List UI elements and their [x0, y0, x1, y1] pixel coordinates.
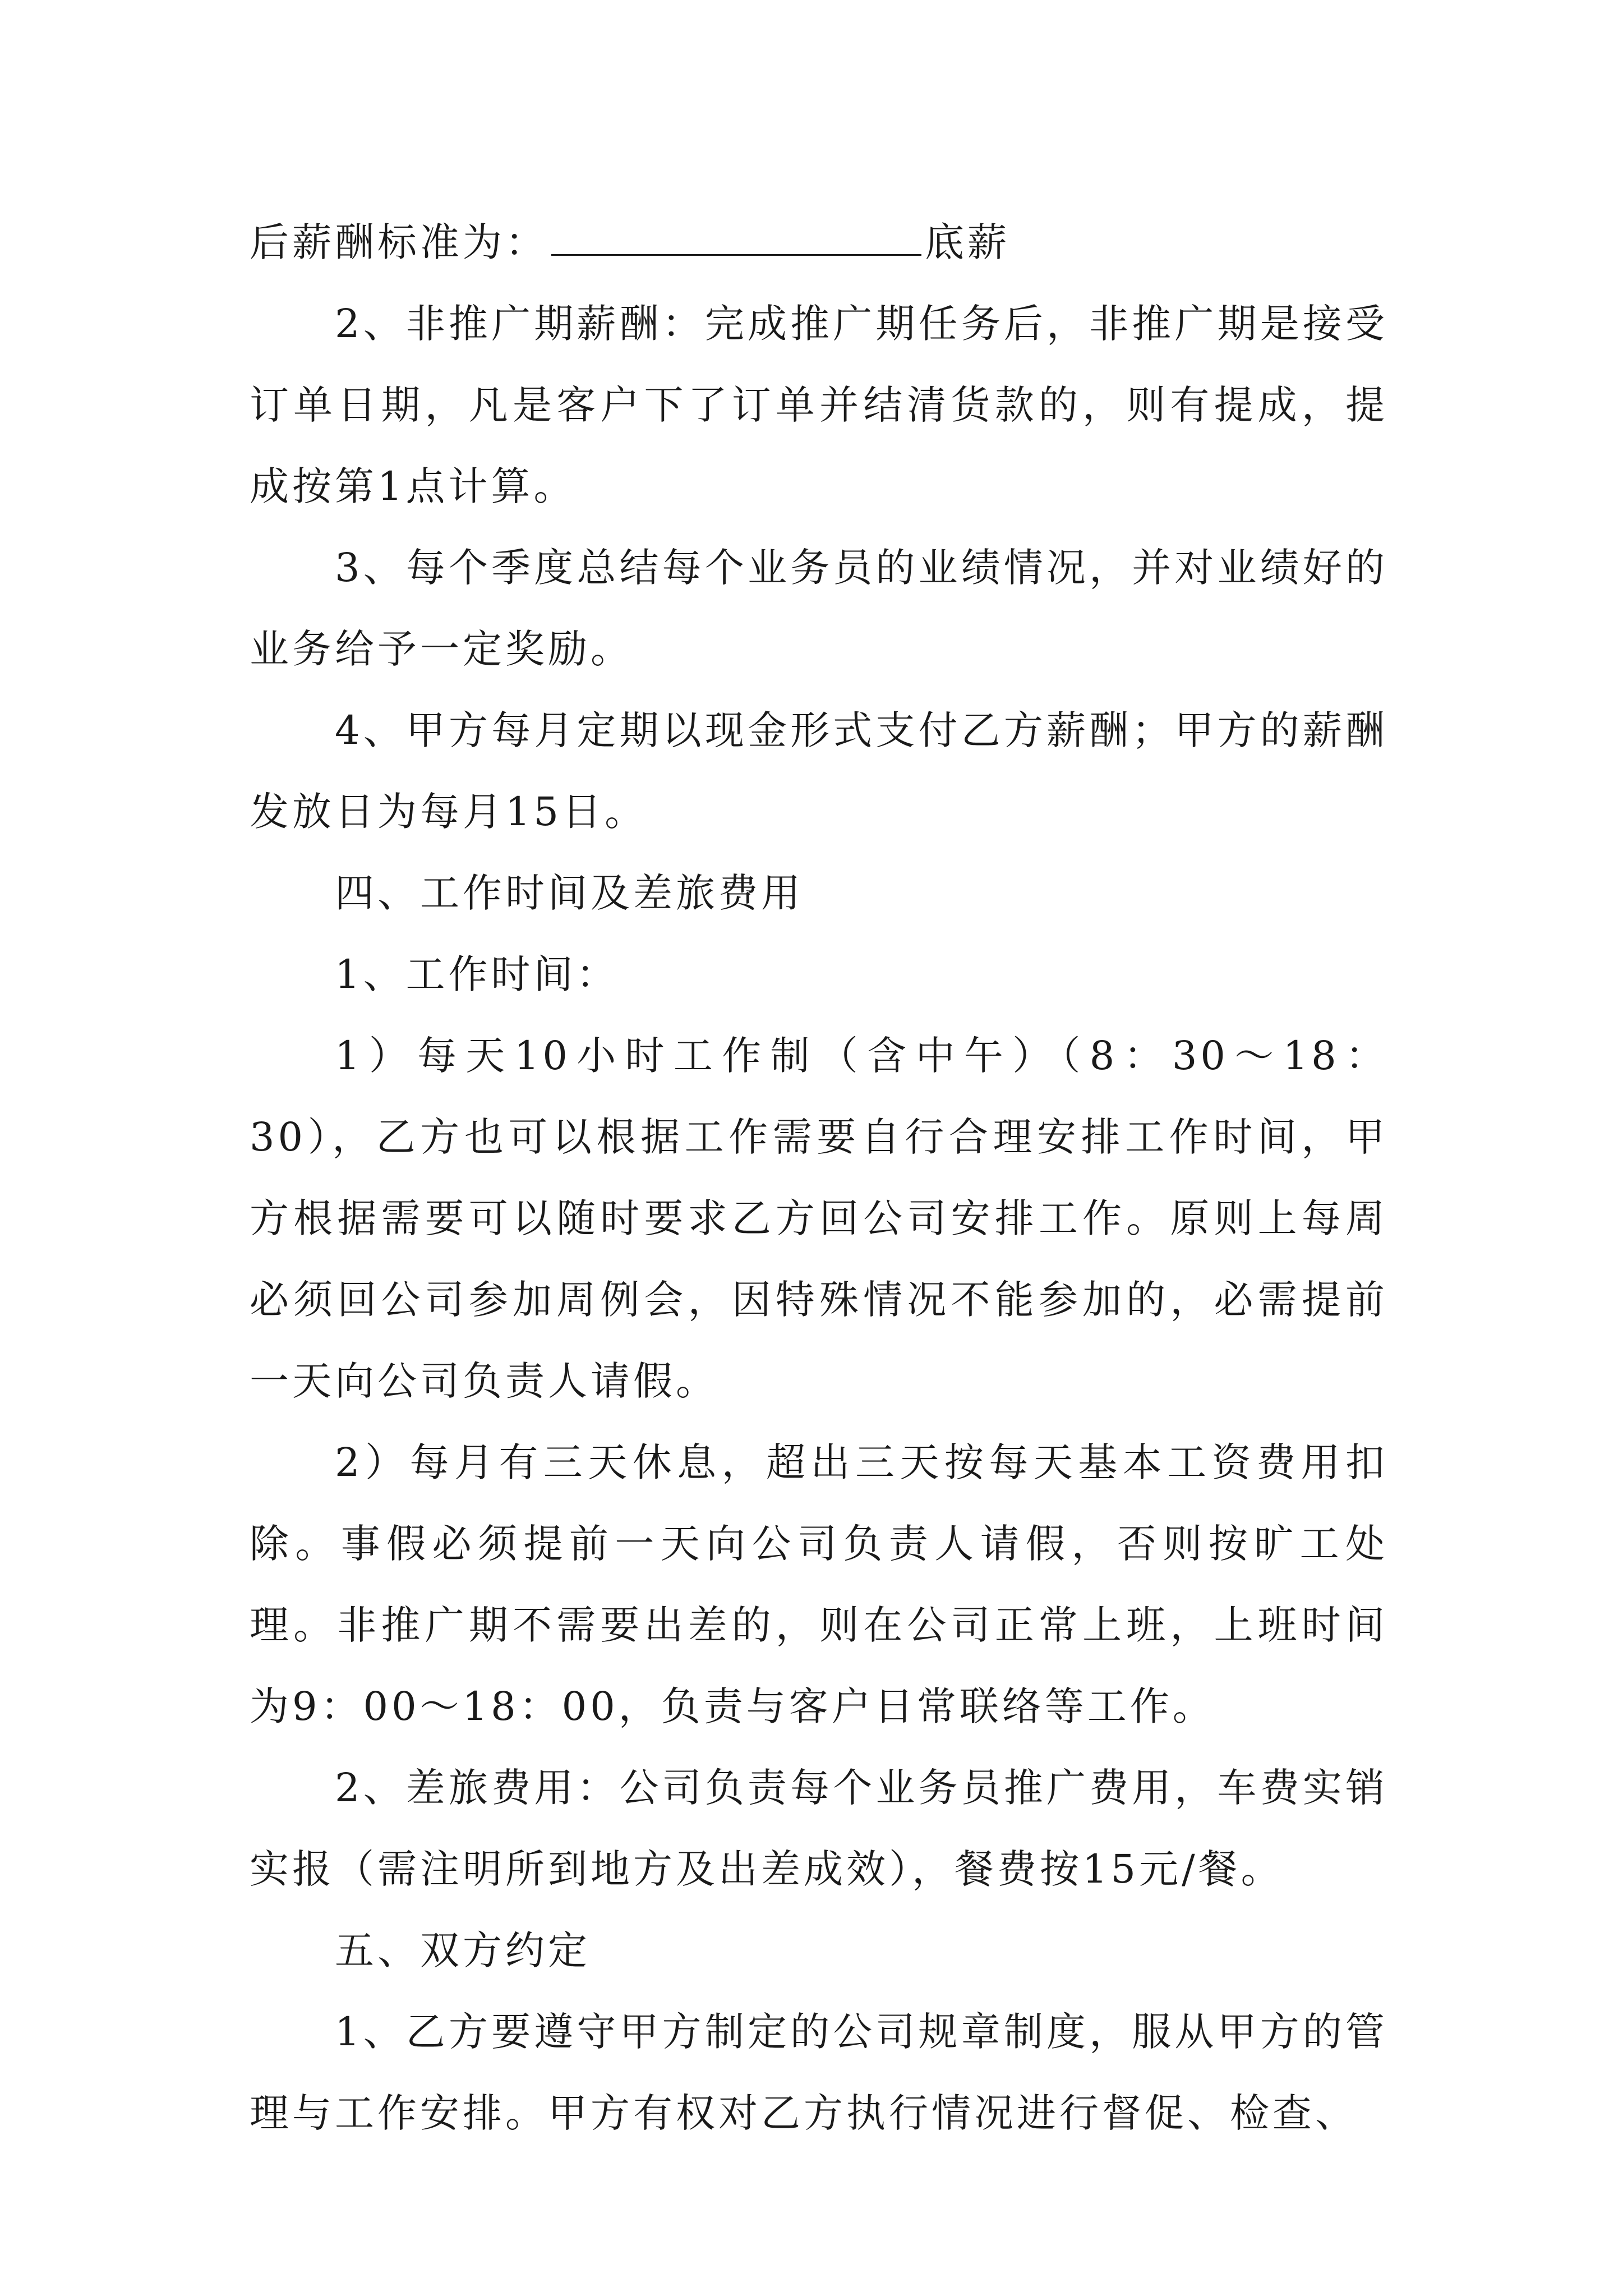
paragraph: 2）每月有三天休息，超出三天按每天基本工资费用扣除。事假必须提前一天向公司负责人请假，否则按旷工处理。非推广期不需要出差的，则在公司正常上班，上班时间为9：00～18：00，负责与客户日常联络等工作。: [250, 1439, 1388, 1729]
salary-standard-label: 后薪酬标准为：: [250, 219, 548, 265]
salary-standard-line: [250, 202, 1388, 283]
paragraph: 2、差旅费用：公司负责每个业务员推广费用，车费实销实报（需注明所到地方及出差成效），餐费按15元/餐。: [250, 1765, 1388, 1892]
section-heading: 四、工作时间及差旅费用: [335, 870, 804, 916]
paragraph: 4、甲方每月定期以现金形式支付乙方薪酬；甲方的薪酬发放日为每月15日。: [250, 707, 1388, 835]
paragraph: 1、乙方要遵守甲方制定的公司规章制度，服从甲方的管理与工作安排。甲方有权对乙方执行情况进行督促、检查、: [250, 2009, 1388, 2136]
subsection-heading: 1、工作时间：: [335, 951, 619, 997]
paragraph: 2、非推广期薪酬：完成推广期任务后，非推广期是接受订单日期，凡是客户下了订单并结清货款的，则有提成，提成按第1点计算。: [250, 301, 1388, 509]
document-body: [250, 202, 1388, 2154]
section-heading: 五、双方约定: [335, 1927, 591, 1973]
base-salary-label: 底薪: [925, 219, 1010, 265]
blank-underline: [551, 254, 921, 256]
paragraph: 3、每个季度总结每个业务员的业绩情况，并对业绩好的业务给予一定奖励。: [250, 545, 1388, 672]
paragraph: 1）每天10小时工作制（含中午）（8：30～18：30），乙方也可以根据工作需要自行合理安排工作时间，甲方根据需要可以随时要求乙方回公司安排工作。原则上每周必须回公司参加周例会，因特殊情况不能参加的，必需提前一天向公司负责人请假。: [250, 1033, 1388, 1404]
